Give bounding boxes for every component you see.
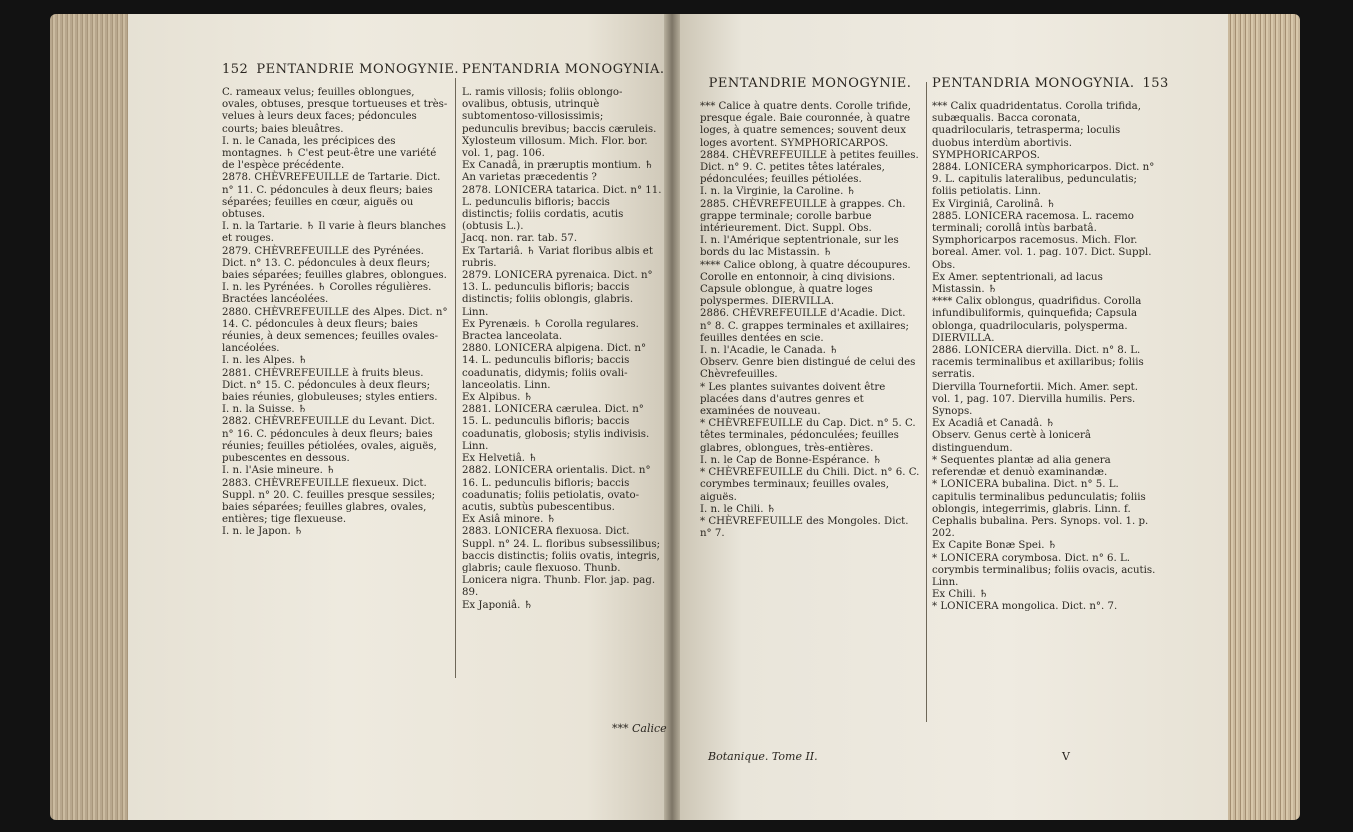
text-entry: I. n. l'Asie mineure. ♄ <box>222 465 336 477</box>
text-entry: * LONICERA corymbosa. Dict. n° 6. L. corymbis terminalibus; foliis ovacis, acutis. Linn. <box>932 552 1156 588</box>
right-french-entries <box>700 101 920 540</box>
text-entry: I. n. la Tartarie. ♄ Il varie à fleurs blanches et rouges. <box>222 221 446 245</box>
text-entry: 2881. LONICERA cærulea. Dict. n° 15. L. pedunculis bifloris; baccis coadunatis, globosis; stylis indivisis. Linn. <box>462 404 650 452</box>
text-entry: 2884. LONICERA symphoricarpos. Dict. n° 9. L. capitulis lateralibus, pedunculatis; foliis petiolatis. Linn. <box>932 162 1155 198</box>
text-entry: * CHÈVREFEUILLE des Mongoles. Dict. n° 7. <box>700 515 909 540</box>
text-entry: Cephalis bubalina. Pers. Synops. vol. 1. p. 202. <box>932 515 1149 540</box>
text-entry: 2879. CHÈVREFEUILLE des Pyrénées. Dict. n° 13. C. pédoncules à deux fleurs; baies séparées; feuilles glabres, oblongues. <box>222 245 447 282</box>
right-latin-entries <box>932 101 1158 614</box>
right-latin-column <box>932 76 1169 756</box>
text-entry: Ex Helvetiâ. ♄ <box>462 453 538 465</box>
text-entry: I. n. le Canada, les précipices des montagnes. ♄ C'est peut-être une variété de l'espèce précédente. <box>222 135 437 172</box>
text-entry: Symphoricarpos racemosus. Mich. Flor. boreal. Amer. vol. 1. pag. 107. Dict. Suppl. Obs. <box>932 235 1152 271</box>
text-entry: I. n. l'Acadie, le Canada. ♄ <box>700 345 839 357</box>
text-entry: * Les plantes suivantes doivent être placées dans d'autres genres et examinées de nouveau. <box>700 381 886 418</box>
text-entry: Ex Japoniâ. ♄ <box>462 599 533 611</box>
text-entry: 2878. CHÈVREFEUILLE de Tartarie. Dict. n° 11. C. pédoncules à deux fleurs; baies séparées; feuilles en cœur, aiguës ou obtuses. <box>222 172 441 221</box>
text-entry: Ex Canadâ, in præruptis montium. ♄ An varietas præcedentis ? <box>462 160 654 184</box>
text-entry: Observ. Genus certè à lonicerâ distinguendum. <box>932 430 1091 454</box>
text-entry: L. ramis villosis; foliis oblongo-ovalibus, obtusis, utrinquè subtomentoso-villosissimis; pedunculis brevibus; baccis cæruleis. <box>462 87 657 135</box>
right-column-rule <box>926 82 927 722</box>
footer-volume: Botanique. Tome II. <box>708 750 818 763</box>
text-entry: **** Calice oblong, à quatre découpures. Corolle en entonnoir, à cinq divisions. Capsule oblongue, à quatre loges polyspermes. DIERVILLA. <box>700 259 911 308</box>
left-page-number: 152 <box>222 62 249 77</box>
text-entry: Ex Capite Bonæ Spei. ♄ <box>932 540 1057 552</box>
text-entry: 2883. LONICERA flexuosa. Dict. Suppl. n° 24. L. floribus subsessilibus; baccis distinctis; foliis ovatis, integris, glabris; caule flexuoso. Thunb. <box>462 526 661 574</box>
text-entry: * CHÈVREFEUILLE du Cap. Dict. n° 5. C. têtes terminales, pédonculées; feuilles glabres, oblongues, très-entières. <box>700 418 916 454</box>
text-entry: **** Calix oblongus, quadrifidus. Corolla infundibuliformis, quinquefida; Capsula oblonga, quadrilocularis, polysperma. DIERVILLA. <box>932 296 1142 344</box>
text-entry: Ex Amer. septentrionali, ad lacus Mistassin. ♄ <box>932 271 1103 296</box>
text-entry: * LONICERA bubalina. Dict. n° 5. L. capitulis terminalibus pedunculatis; foliis oblongis, integerrimis, glabris. Linn. f. <box>932 479 1146 515</box>
text-entry: I. n. le Chili. ♄ <box>700 503 776 515</box>
text-entry: Ex Acadiâ et Canadâ. ♄ <box>932 418 1055 430</box>
text-entry: I. n. les Pyrénées. ♄ Corolles régulières. Bractées lancéolées. <box>222 282 432 306</box>
left-french-entries <box>222 87 448 539</box>
text-entry: Lonicera nigra. Thunb. Flor. jap. pag. 89. <box>462 575 656 599</box>
text-entry: 2882. CHÈVREFEUILLE du Levant. Dict. n° 16. C. pédoncules à deux fleurs; baies réunies; feuilles pétiolées, ovales, aiguës, pubescentes en dessous. <box>222 416 437 465</box>
text-entry: I. n. la Suisse. ♄ <box>222 404 308 416</box>
text-entry: * Sequentes plantæ ad alia genera referendæ et denuò examinandæ. <box>932 454 1111 479</box>
text-entry: I. n. le Cap de Bonne-Espérance. ♄ <box>700 454 882 466</box>
catchword: *** Calice <box>612 722 667 735</box>
text-entry: Ex Alpibus. ♄ <box>462 392 533 404</box>
text-entry: 2878. LONICERA tatarica. Dict. n° 11. L. pedunculis bifloris; baccis distinctis; foliis cordatis, acutis (obtusis L.). <box>462 184 662 233</box>
text-entry: Jacq. non. rar. tab. 57. <box>462 233 578 245</box>
text-entry: Xylosteum villosum. Mich. Flor. bor. vol. 1, pag. 106. <box>462 135 648 160</box>
book-gutter <box>664 14 680 820</box>
page-edges-left <box>50 14 128 820</box>
text-entry: * LONICERA mongolica. Dict. n°. 7. <box>932 601 1118 613</box>
text-entry: 2886. LONICERA diervilla. Dict. n° 8. L. racemis terminalibus et axillaribus; foliis serratis. <box>932 345 1144 381</box>
left-column-rule <box>455 78 456 678</box>
text-entry: 2880. LONICERA alpigena. Dict. n° 14. L. pedunculis bifloris; baccis coadunatis, didymis; foliis ovali-lanceolatis. Linn. <box>462 343 647 391</box>
text-entry: I. n. le Japon. ♄ <box>222 526 304 538</box>
text-entry: Diervilla Tournefortii. Mich. Amer. sept. vol. 1, pag. 107. Diervilla humilis. Pers. Synops. <box>932 381 1139 418</box>
left-latin-entries <box>462 87 662 612</box>
text-entry: 2882. LONICERA orientalis. Dict. n° 16. L. pedunculis bifloris; baccis coadunatis; foliis petiolatis, ovato-acutis, subtùs pubescentibus. <box>462 465 651 513</box>
right-header-fr: PENTANDRIE MONOGYNIE. <box>708 76 912 91</box>
text-entry: 2883. CHÈVREFEUILLE flexueux. Dict. Suppl. n° 20. C. feuilles presque sessiles; baies séparées; feuilles glabres, ovales, entières; tige flexueuse. <box>222 477 436 526</box>
right-page-number: 153 <box>1142 76 1169 91</box>
text-entry: * CHÈVREFEUILLE du Chili. Dict. n° 6. C. corymbes terminaux; feuilles ovales, aiguës. <box>700 467 920 503</box>
text-entry: Observ. Genre bien distingué de celui des Chèvrefeuilles. <box>700 357 916 381</box>
text-entry: *** Calice à quatre dents. Corolle trifide, presque égale. Baie couronnée, à quatre loges, à quatre semences; souvent deux loges avortent. SYMPHORICARPOS. <box>700 101 912 149</box>
signature-mark: V <box>1062 750 1070 763</box>
text-entry: Ex Chili. ♄ <box>932 589 989 601</box>
right-header-la: PENTANDRIA MONOGYNIA. 153 <box>932 76 1169 91</box>
text-entry: Ex Pyrenæis. ♄ Corolla regulares. Bractea lanceolata. <box>462 318 639 343</box>
text-entry: Ex Virginiâ, Carolinâ. ♄ <box>932 198 1056 210</box>
text-entry: 2885. CHÈVREFEUILLE à grappes. Ch. grappe terminale; corolle barbue intérieurement. Dict. Suppl. Obs. <box>700 198 906 235</box>
page-edges-right <box>1228 14 1300 820</box>
left-french-column <box>222 62 460 702</box>
left-header-fr: 152 PENTANDRIE MONOGYNIE. <box>222 62 460 77</box>
text-entry: I. n. les Alpes. ♄ <box>222 355 308 367</box>
text-entry: *** Calix quadridentatus. Corolla trifida, subæqualis. Bacca coronata, quadrilocularis, tetrasperma; loculis duobus interdùm abortivis. SYMPHORICARPOS. <box>932 101 1141 161</box>
text-entry: 2881. CHÈVREFEUILLE à fruits bleus. Dict. n° 15. C. pédoncules à deux fleurs; baies réunies, globuleuses; styles entiers. <box>222 367 438 404</box>
text-entry: 2879. LONICERA pyrenaica. Dict. n° 13. L. pedunculis bifloris; baccis distinctis; foliis oblongis, glabris. Linn. <box>462 270 653 318</box>
text-entry: 2886. CHÈVREFEUILLE d'Acadie. Dict. n° 8. C. grappes terminales et axillaires; feuilles dentées en scie. <box>700 308 909 344</box>
text-entry: C. rameaux velus; feuilles oblongues, ovales, obtuses, presque tortueuses et très-velues à leurs deux faces; pédoncules courts; baies bleuâtres. <box>222 87 448 135</box>
text-entry: 2885. LONICERA racemosa. L. racemo terminali; corollâ intùs barbatâ. <box>932 210 1134 235</box>
text-entry: 2880. CHÈVREFEUILLE des Alpes. Dict. n° 14. C. pédoncules à deux fleurs; baies réunies, à deux semences; feuilles ovales-lancéolées. <box>222 306 448 355</box>
left-header-la: PENTANDRIA MONOGYNIA. <box>462 62 665 77</box>
text-entry: I. n. l'Amérique septentrionale, sur les bords du lac Mistassin. ♄ <box>700 235 899 259</box>
text-entry: Ex Asiâ minore. ♄ <box>462 514 556 526</box>
right-french-column <box>700 76 920 716</box>
text-entry: Ex Tartariâ. ♄ Variat floribus albis et rubris. <box>462 245 653 269</box>
left-latin-column <box>462 62 665 762</box>
text-entry: 2884. CHÈVREFEUILLE à petites feuilles. Dict. n° 9. C. petites têtes latérales, pédonculées; feuilles pétiolées. <box>700 149 919 186</box>
text-entry: I. n. la Virginie, la Caroline. ♄ <box>700 186 856 198</box>
